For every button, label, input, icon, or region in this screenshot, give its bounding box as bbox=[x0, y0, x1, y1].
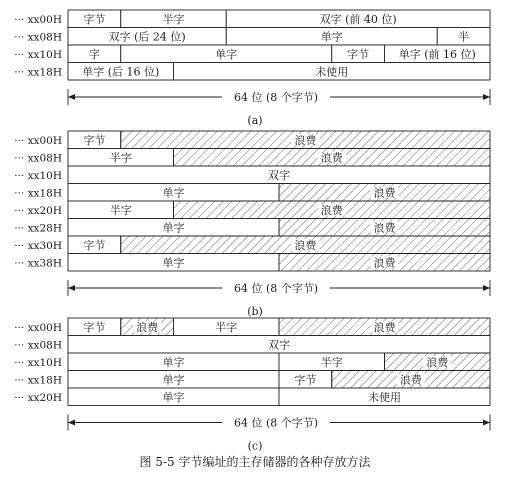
memory-row bbox=[14, 45, 490, 63]
memory-row bbox=[14, 219, 490, 237]
cell-label: 半字 bbox=[215, 320, 238, 334]
cell-label: 半字 bbox=[162, 12, 185, 26]
cell-label: 单字 bbox=[320, 30, 343, 44]
row-address: ··· xx08H bbox=[14, 152, 62, 165]
cell-label: 单字 bbox=[162, 390, 185, 404]
cell-label: 单字 bbox=[162, 355, 185, 369]
cell-label: 字节 bbox=[83, 12, 106, 26]
row-address: ··· xx18H bbox=[14, 187, 62, 200]
memory-row bbox=[14, 371, 490, 389]
width-arrow bbox=[68, 280, 490, 296]
width-label: 64 位 (8 个字节) bbox=[233, 282, 319, 295]
cell-label: 浪费 bbox=[320, 203, 343, 217]
cell-label: 半字 bbox=[109, 203, 132, 217]
cell-label: 半字 bbox=[109, 151, 132, 165]
cell-label: 未使用 bbox=[368, 390, 401, 404]
cell-label: 双字 (前 40 位) bbox=[319, 12, 397, 26]
arrowhead-right bbox=[483, 285, 490, 291]
memory-row bbox=[14, 318, 490, 336]
row-address: ··· xx30H bbox=[14, 239, 62, 252]
row-address: ··· xx08H bbox=[14, 339, 62, 352]
cell-label: 单字 bbox=[162, 256, 185, 270]
arrowhead-left bbox=[68, 420, 75, 426]
memory-row bbox=[14, 388, 490, 406]
memory-row bbox=[14, 353, 490, 371]
row-address: ··· xx18H bbox=[14, 374, 62, 387]
memory-row bbox=[14, 28, 490, 46]
diagram-1 bbox=[14, 10, 490, 127]
diagram-2 bbox=[14, 131, 490, 318]
row-address: ··· xx20H bbox=[14, 204, 62, 217]
memory-row bbox=[14, 166, 490, 184]
cell-label: 浪费 bbox=[320, 151, 343, 165]
cell-label: 浪费 bbox=[373, 186, 396, 200]
cell-label: 浪费 bbox=[373, 221, 396, 235]
diagram-label: (c) bbox=[247, 439, 263, 453]
cell-label: 单字 bbox=[162, 186, 185, 200]
memory-row bbox=[14, 254, 490, 272]
width-label: 64 位 (8 个字节) bbox=[233, 91, 319, 104]
width-arrow bbox=[68, 89, 490, 105]
row-address: ··· xx10H bbox=[14, 169, 62, 182]
cell-label: 字节 bbox=[83, 320, 106, 334]
cell-label: 单字 (后 16 位) bbox=[82, 65, 160, 79]
cell-label: 双字 (后 24 位) bbox=[108, 30, 186, 44]
diagram-label: (b) bbox=[247, 305, 263, 318]
row-address: ··· xx08H bbox=[14, 31, 62, 44]
cell-label: 半 bbox=[458, 30, 470, 44]
diagram-label: (a) bbox=[247, 114, 263, 127]
cell-label: 字 bbox=[88, 47, 100, 61]
cell-label: 单字 bbox=[162, 221, 185, 235]
arrowhead-right bbox=[483, 94, 490, 100]
cell-label: 单字 bbox=[162, 373, 185, 387]
row-address: ··· xx18H bbox=[14, 66, 62, 79]
cell-label: 字节 bbox=[347, 47, 370, 61]
memory-row bbox=[14, 336, 490, 354]
figure-caption: 图 5-5 字节编址的主存储器的各种存放方法 bbox=[139, 455, 371, 469]
width-arrow bbox=[68, 415, 490, 431]
row-address: ··· xx38H bbox=[14, 257, 62, 270]
cell-label: 浪费 bbox=[399, 373, 422, 387]
cell-label: 单字 (前 16 位) bbox=[398, 47, 476, 61]
memory-row bbox=[14, 184, 490, 202]
cell-label: 浪费 bbox=[294, 238, 317, 252]
cell-label: 字节 bbox=[83, 133, 106, 147]
cell-label: 字节 bbox=[294, 373, 317, 387]
width-label: 64 位 (8 个字节) bbox=[233, 416, 319, 430]
cell-label: 浪费 bbox=[136, 320, 159, 334]
cell-label: 浪费 bbox=[373, 256, 396, 270]
cell-label: 双字 bbox=[268, 168, 290, 182]
cell-label: 浪费 bbox=[294, 133, 317, 147]
cell-label: 单字 bbox=[215, 47, 238, 61]
row-address: ··· xx00H bbox=[14, 134, 62, 147]
memory-row bbox=[14, 131, 490, 149]
memory-row bbox=[14, 10, 490, 28]
cell-label: 未使用 bbox=[315, 65, 349, 79]
cell-label: 浪费 bbox=[373, 320, 396, 334]
cell-label: 字节 bbox=[83, 238, 106, 252]
arrowhead-right bbox=[483, 420, 490, 426]
memory-row bbox=[14, 201, 490, 219]
diagrams-root bbox=[14, 10, 490, 453]
row-address: ··· xx20H bbox=[14, 391, 62, 404]
memory-row bbox=[14, 63, 490, 81]
cell-label: 半字 bbox=[320, 355, 343, 369]
diagram-3 bbox=[14, 318, 490, 453]
arrowhead-left bbox=[68, 285, 75, 291]
row-address: ··· xx00H bbox=[14, 321, 62, 334]
row-address: ··· xx10H bbox=[14, 356, 62, 369]
row-address: ··· xx00H bbox=[14, 13, 62, 26]
cell-label: 浪费 bbox=[426, 355, 449, 369]
memory-row bbox=[14, 149, 490, 167]
row-address: ··· xx28H bbox=[14, 222, 62, 235]
memory-row bbox=[14, 236, 490, 254]
row-address: ··· xx10H bbox=[14, 48, 62, 61]
cell-label: 双字 bbox=[268, 338, 290, 352]
arrowhead-left bbox=[68, 94, 75, 100]
